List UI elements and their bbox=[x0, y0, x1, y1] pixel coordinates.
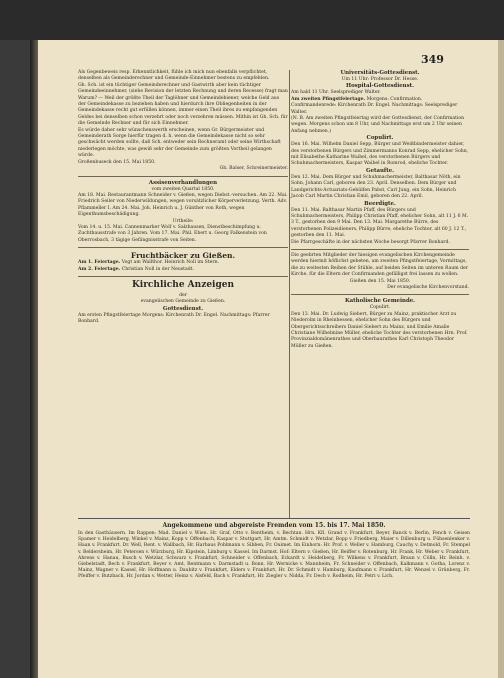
assisen-subheading: vom zweiten Quartal 1850. bbox=[151, 186, 215, 192]
divider bbox=[78, 276, 288, 277]
left-date: Großenbuseck den 15. Mai 1850. bbox=[78, 159, 156, 165]
notice-body: Die geehrten Mitglieder der hiesigen evangelischen Kirchengemeinde werden hiermit höflichst gebeten, am zweiten Pfingstfeiertage, Vormittags, die zu weitesten Reihen der Stühle, auf beiden Seiten im unteren Raum der Kirche, für die Eltern der Confirmanden gefälligst frei lassen zu wollen. bbox=[291, 252, 468, 278]
copulirt-body: Den 16. Mai. Wilhelm Daniel Sepp, Bürger und Weißbindermeister dahier, des verstorbenen Bürgers und Zimmermanns Konrad Sepp, ehelicher Sohn, mit Elisabethe Katharine Waibel, des verstorbenen Bürgers und Schuhmachermeisters, Kaspar Waibel in Romrod, eheliche Tochter. bbox=[291, 142, 469, 167]
left-signature: Gh. Balser, Schreinermeister. bbox=[219, 166, 288, 172]
fb2-text: Christian Noll in der Neustadt. bbox=[121, 266, 194, 272]
assisen-body: Am 18. Mai. Restaurantmann Schneider v. Gießen, wegen Diebst.-versuchen. Am 22. Mai. Friedrich Seiler von Niederwildungen, wegen vorsätzlicher Körperverletzung. Verth. Adv. Pflammeller I. Am 24. Mai. Joh. Heinrich u. J. Günther von Roth, wegen Eigenthumsbeschädigung. bbox=[78, 192, 288, 218]
uni-body: Um 11 Uhr: Professor Dr. Hesse. bbox=[341, 77, 419, 82]
left-paragraph-3: Es würde daher sehr wünschenswerth erscheinen, wenn Gr. Bürgermeister und Gemeinderath Sorge hierfür tragen d. h. wenn die Gemeindekasse nicht so sehr geschwächt werden sollte, daß Sch. entweder sein Rechneramt oder seine Wirthschaft niederlegen möchte, was gewiß sehr der Gemeinde zum größten Vortheil gelangen würde. bbox=[78, 127, 281, 159]
divider bbox=[291, 294, 469, 295]
fremden-section bbox=[78, 522, 470, 581]
page-binding-shadow bbox=[30, 40, 38, 678]
fb1-text: Vogt am Wallthor. Heinrich Noll im Stern. bbox=[121, 260, 219, 266]
getaufte-heading: Getaufte. bbox=[365, 167, 395, 174]
beerdigte-body: Den 11. Mai. Balthasar Martin Pfaff, des Bürgers und Schuhmachermeisters, Philipp Christian Pfaff, ehelicher Sohn, alt 11 J. 6 M. 3 T., gestorben den 9 Mai. Den 13. Mai. Margarethe Bürre, des verstorbenen Polizeidieners, Philipp Bürre, eheliche Tochter, alt 60 J. 12 T., gestorben den 11. Mai. bbox=[291, 207, 469, 239]
notice-date: Gießen den 15. Mai 1850. bbox=[349, 278, 411, 284]
pfingst-body: Morgens: Confirmation. Confirmandenrede: Kirchenrath Dr. Engel. Nachmittags: Seelsprediger Walter. bbox=[291, 96, 458, 115]
uni-heading: Universitäts-Gottesdienst. bbox=[340, 70, 420, 76]
column-divider bbox=[289, 70, 290, 518]
fb2-label: Am 2. Feiertage. bbox=[78, 266, 121, 272]
scan-background bbox=[0, 0, 504, 40]
katholische-sub: Copulirt. bbox=[369, 305, 391, 311]
hospital-body: Am hald 11 Uhr. Seelsprediger Walter. bbox=[291, 90, 381, 96]
pfarr-note: Die Pfarrgeschäfte in der nächsten Woche besorgt Pfarrer Bonhard. bbox=[291, 239, 450, 245]
beerdigte-heading: Beerdigte. bbox=[364, 200, 396, 207]
gottesdienst-heading: Gottesdienst. bbox=[162, 305, 204, 312]
nb-note: (N. B. Am zweiten Pfingstfeiertag wird der Gottesdienst, der Confirmation wegen. Morgens schon um 8 Uhr, und Nachmittags erst um 2 Uhr seinen Anfang nehmen.) bbox=[291, 116, 465, 134]
katholische-heading: Katholische Gemeinde. bbox=[344, 298, 416, 305]
right-column bbox=[291, 70, 469, 350]
fb1-label: Am 1. Feiertage. bbox=[78, 260, 121, 266]
copulirt-heading: Copulirt. bbox=[366, 135, 394, 142]
left-column bbox=[78, 70, 288, 326]
getaufte-body: Den 12. Mai. Dem Bürger und Schuhmachermeister, Balthasar Nöth, ein Sohn, Johann Carl, geboren den 23. April. Denselben. Dem Bürger und Landgerichts-Actuariats-Gehülfen Pabst, Carl Jung, ein Sohn, Heinrich Jacob Carl Martin Christian Emil, geboren den 22. April. bbox=[291, 174, 461, 200]
left-paragraph-2: Gh. Sch. ist ein tüchtiger Gemeinderechner und Gastwirth aber kein tüchtiger Gemeindeeinnehmer, (siehe Revision der letzten Rechnung und deren Recesse) fragt man Warum? — Weil der größte Theil der Taglöhner und Gemeindebiener, welche Geld aus der Gemeindekasse zu beziehen haben und hierdurch ihre Obliegenheiten in der Gemeindekasse recht gut erfüllen können, immer einen Theil ihres zu empfangenden Geldes bei denselben schon verzehrt oder noch verzehren müssen. Mithin ist Gh. Sch. für die Gemeinde Rechner und für sich Einnehmer. bbox=[78, 82, 288, 127]
fremden-body: In den Gasthäusern. Im Rappen: Mad. Daniel v. Wien. Hr. Graf, Otto v. Bentheim, v. Bechtan. Hrn. Kfl. Grand v. Frankfurt, Beyer, Banck v. Berlin, Fench v. Geisen Spamer v. Heidelberg, Winkel v. Mainz, Kopp v. Offenbach, Kaspar v. Stuttgart, Hr. Amtm. Schmidt v. Wetzlar, Bopp v. Friedberg, Maier v. Dillenburg u. Fühsenlenker v. Haan v. Frankfurt. Dr. Well, Rent. v. Wallbach, Hr. Harbaus Pohlmann v. Sibben, Fr. Ouimet. Im Einhorn: Hr. Prof. v. Weller v. Hamburg, Cauchy v. Detmold, Fr. Stempel v. Beldersheim, Hr. Petersen v. Würzburg, Hr. Kipstein, Limburg v. Kassel. Im Darmst. Hof: Eltern v. Gießen, Hr. Beiffer v. Rotenburg, Hr. Frank, Hr. Weber v. Frankfurt, Ahrens v. Hanau, Busch v. Wetzlar, Schwarz v. Frankfurt, Schneider v. Offenbach, Eckardt v. Heidelberg, Fr. Wilkens v. Frankfurt, Braun v. Cölln, Hr. Reinh. v. Giebelstadt, Bech v. Frankfurt, Beyer v. Amt, Rentmann v. Darmstadt u. Bonn. Hr. Wernicke v. Mannheim, Fr. Schneider v. Offenbach, Kalkmann v. Gotha, Lorenz v. Mainz, Wagner v. Kassel, Hr. Hoffmann u. Daubitz v. Frankfurt, Elders v. Frankfurt, Hr. Dr. Schmidt v. Hamburg, Kaufmann v. Frankfurt, Hr. Wenzel v. Grünberg, Fr. Pfeiffer v. Butzbach, Hr. Jordan v. Wetter, Heinz v. Alsfeld, Bach v. Frankfurt, Hr. Ziegler v. Nidda, Fr. Dech v. Rodheim, Hr. Petri v. Lich. bbox=[78, 531, 470, 580]
fruchtbaecker-heading: Fruchtbäcker zu Gießen. bbox=[130, 251, 236, 261]
page-number: 349 bbox=[421, 53, 444, 66]
notice-signature: Der evangelische Kirchenvorstand. bbox=[387, 284, 469, 290]
assisen-heading: Assisenverhandlungen bbox=[148, 179, 218, 186]
fremden-heading: Angekommene und abgereiste Fremden vom 15. bis 17. Mai 1850. bbox=[162, 522, 386, 529]
urtheil-body: Vom 14. u. 15. Mai. Cannenmarker Wolf v. Salzhausen, Dienstbeschimpfung u. Zuchthausstrafe von 3 Jahren. Vom 17. Mai. Phil. Ebert u. Georg Falkenstein von Oberrosbach, 3 tägige Gefängnisstrafe von Seiten. bbox=[78, 224, 267, 243]
divider bbox=[78, 247, 288, 248]
ka-sub-2: evangelischen Gemeinde zu Gießen. bbox=[140, 299, 226, 305]
section-divider bbox=[78, 518, 470, 519]
urtheil-heading: Urtheile: bbox=[172, 218, 194, 224]
pfingst-heading: Am zweiten Pfingstfeiertage. bbox=[291, 96, 366, 102]
page-edge bbox=[498, 40, 504, 678]
hospital-heading: Hospital-Gottesdienst. bbox=[345, 83, 415, 90]
divider bbox=[78, 176, 288, 177]
left-paragraph-1: Als Gegenbeweis resp. Erkenntlichkeit, fühle ich mich nun ebenfalls verpflichtet, denselben als Gemeinderechner und Gemeinde-Einnehmer bestens zu empfehlen. bbox=[78, 70, 270, 82]
gottesdienst-body: Am ersten Pfingstfeiertage Morgens: Kirchenrath Dr. Engel. Nachmittags: Pfarrer Bonhard. bbox=[78, 312, 270, 325]
kirchliche-anzeigen-heading: Kirchliche Anzeigen bbox=[131, 279, 235, 290]
ka-sub-1: der bbox=[179, 292, 187, 298]
katholische-body: Den 13. Mai. Dr. Ludwig Siebert, Bürger zu Mainz, praktischer Arzt zu Niederolm in Rheinhessen, ehelicher Sohn des Bürgers und Obergerichtsschreibers Daniel Siebert zu Mainz, und Emilie Amalie Christiane Wilhelmine Müller, eheliche Tochter des verstorbenen Hrn. Prof. Provinzialdomänenrathes und Oberbaurathes Karl Christoph Theodor Müller zu Gießen. bbox=[291, 311, 468, 349]
divider bbox=[291, 249, 469, 250]
